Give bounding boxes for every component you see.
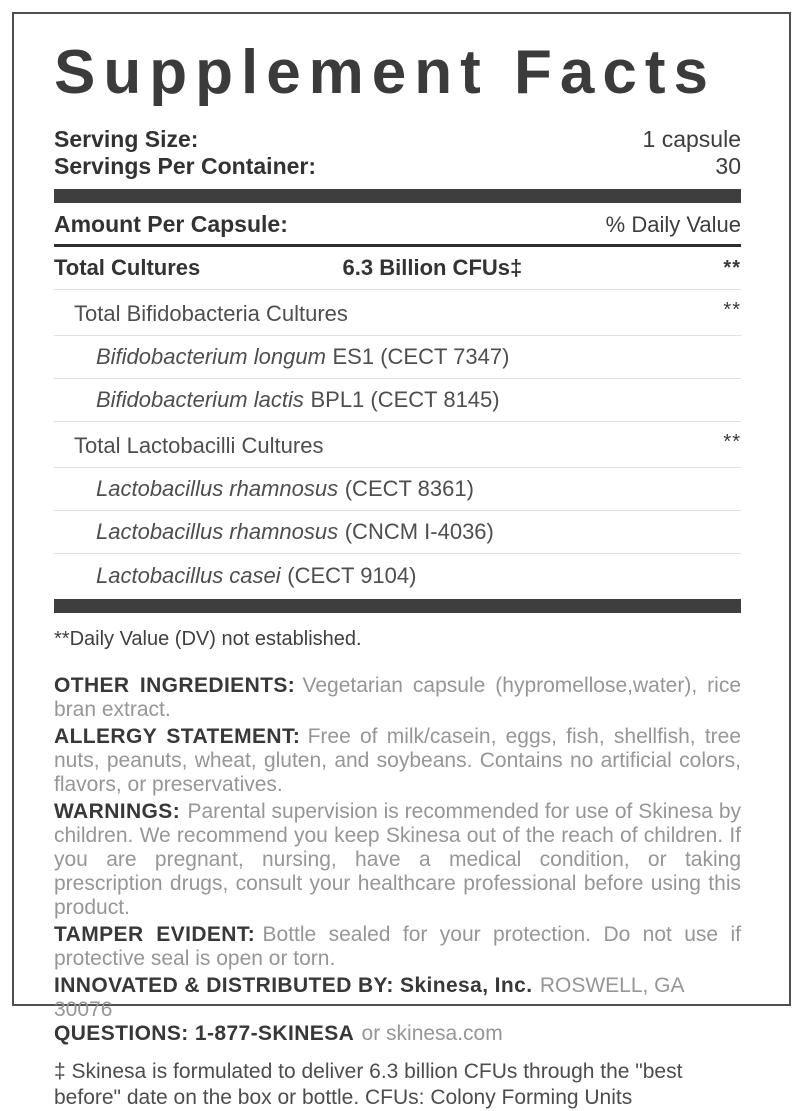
warnings-label: WARNINGS: bbox=[54, 800, 181, 823]
cfu-footnote: ‡ Skinesa is formulated to deliver 6.3 billion CFUs through the "best before" date on the box or bottle. CFUs: Colony Forming Units bbox=[54, 1060, 683, 1109]
tamper-evident-text: Bottle sealed for your protection. Do not use if protective seal is open or torn. bbox=[54, 923, 741, 970]
questions-label: QUESTIONS: 1-877-SKINESA bbox=[54, 1022, 355, 1045]
ingredient-name: Total Cultures bbox=[54, 255, 201, 280]
distributor-line bbox=[54, 974, 741, 1022]
species-name: Lactobacillus casei bbox=[96, 563, 281, 588]
daily-value-asterisks: ** bbox=[723, 431, 741, 453]
species-name: Lactobacillus rhamnosus bbox=[96, 519, 339, 544]
divider-bar-bottom bbox=[54, 599, 741, 613]
daily-value-header: % Daily Value bbox=[605, 212, 741, 237]
daily-value-asterisks: ** bbox=[723, 299, 741, 321]
warnings-text: Parental supervision is recommended for use of Skinesa by children. We recommend you keep Skinesa out of the reach of children. If you are pregnant, nursing, have a medical condition, or taking prescription drugs, consult your healthcare professional before using this product. bbox=[54, 800, 741, 919]
distributor-label: INNOVATED & DISTRIBUTED BY: Skinesa, Inc. bbox=[54, 974, 533, 997]
strain-entry bbox=[96, 519, 494, 545]
table-row-total-cultures bbox=[54, 247, 741, 290]
info-paragraphs bbox=[54, 674, 741, 1046]
ingredient-name: Total Lactobacilli Cultures bbox=[74, 433, 324, 458]
supplement-facts-label bbox=[12, 12, 791, 1109]
ingredient-name: Total Bifidobacteria Cultures bbox=[74, 301, 348, 326]
strain-code: BPL1 (CECT 8145) bbox=[310, 387, 500, 412]
strain-code: (CECT 9104) bbox=[287, 563, 417, 588]
strain-entry bbox=[96, 387, 500, 413]
daily-value-asterisks: ** bbox=[723, 257, 741, 279]
serving-size-row bbox=[54, 126, 741, 153]
table-row-lactobacilli bbox=[54, 422, 741, 468]
servings-per-container-row bbox=[54, 153, 741, 180]
serving-size-label: Serving Size: bbox=[54, 126, 199, 152]
tamper-evident-label: TAMPER EVIDENT: bbox=[54, 923, 256, 946]
distributor-address: ROSWELL, GA 30076 bbox=[54, 974, 684, 1021]
species-name: Lactobacillus rhamnosus bbox=[96, 476, 339, 501]
strain-entry bbox=[96, 476, 474, 502]
ingredient-amount: 6.3 Billion CFUs‡ bbox=[342, 255, 523, 280]
table-row-strain bbox=[54, 554, 741, 597]
allergy-statement-text: Free of milk/casein, eggs, fish, shellfish, tree nuts, peanuts, wheat, gluten, and soybeans. Contains no artificial colors, flavors, or preservatives. bbox=[54, 725, 742, 796]
species-name: Bifidobacterium longum bbox=[96, 344, 326, 369]
questions-line bbox=[54, 1022, 741, 1046]
daily-value-footnote: **Daily Value (DV) not established. bbox=[54, 628, 362, 650]
cultures-table bbox=[54, 247, 741, 597]
strain-code: (CNCM I-4036) bbox=[344, 519, 494, 544]
serving-size-value: 1 capsule bbox=[642, 126, 741, 152]
page-title: Supplement Facts bbox=[54, 38, 716, 107]
table-row-strain bbox=[54, 511, 741, 554]
questions-website: or skinesa.com bbox=[361, 1022, 503, 1045]
warnings-paragraph bbox=[54, 800, 741, 920]
other-ingredients-label: OTHER INGREDIENTS: bbox=[54, 674, 296, 697]
strain-entry bbox=[96, 344, 509, 370]
other-ingredients-paragraph bbox=[54, 674, 741, 722]
divider-bar-top bbox=[54, 189, 741, 203]
allergy-statement-paragraph bbox=[54, 725, 741, 797]
servings-per-container-value: 30 bbox=[715, 153, 741, 179]
table-row-bifidobacteria bbox=[54, 290, 741, 336]
table-row-strain bbox=[54, 336, 741, 379]
strain-code: (CECT 8361) bbox=[344, 476, 474, 501]
table-header-row bbox=[54, 203, 741, 247]
allergy-statement-label: ALLERGY STATEMENT: bbox=[54, 725, 301, 748]
tamper-evident-paragraph bbox=[54, 923, 741, 971]
table-row-strain bbox=[54, 468, 741, 511]
strain-code: ES1 (CECT 7347) bbox=[332, 344, 510, 369]
strain-entry bbox=[96, 563, 416, 589]
other-ingredients-text: Vegetarian capsule (hypromellose,water), rice bran extract. bbox=[54, 674, 741, 721]
amount-per-capsule-label: Amount Per Capsule: bbox=[54, 211, 288, 237]
table-row-strain bbox=[54, 379, 741, 422]
servings-per-container-label: Servings Per Container: bbox=[54, 153, 317, 179]
species-name: Bifidobacterium lactis bbox=[96, 387, 304, 412]
